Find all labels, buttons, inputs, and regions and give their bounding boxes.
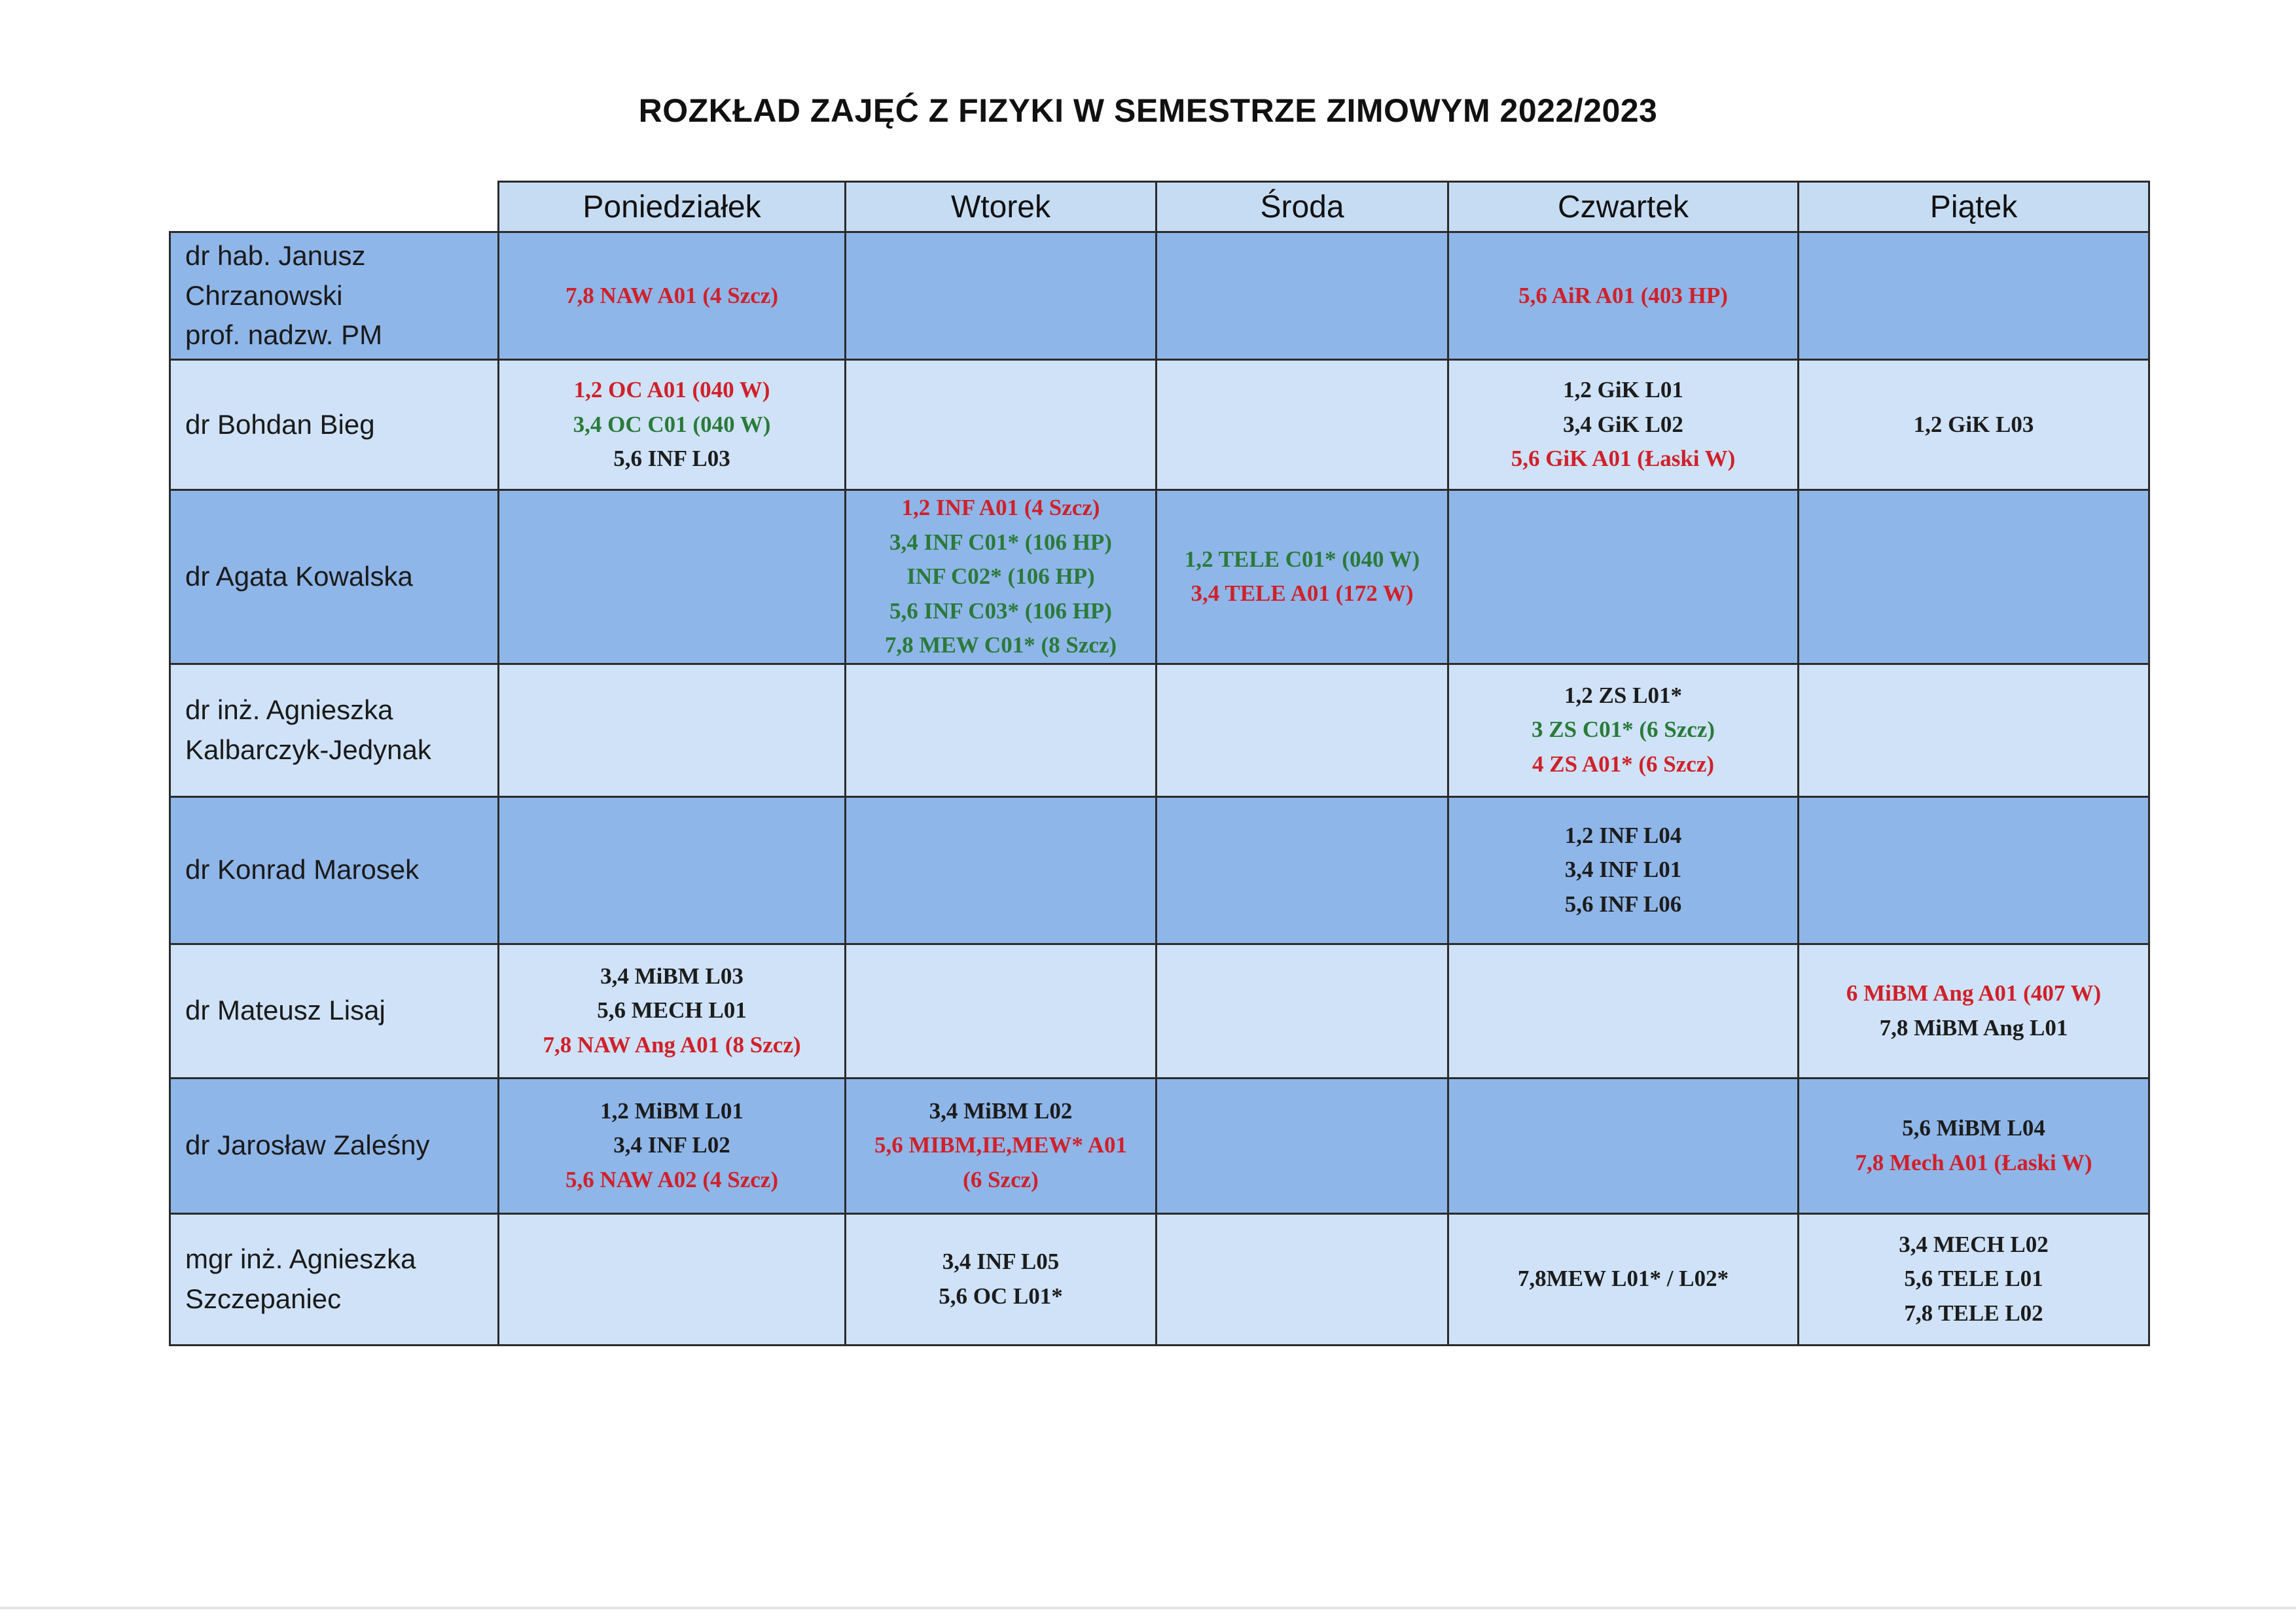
schedule-table	[169, 181, 2150, 1346]
teacher-row	[170, 360, 2149, 490]
class-entry: 3,4 INF L01	[1564, 857, 1682, 883]
class-entry: 7,8 NAW Ang A01 (8 Szcz)	[543, 1031, 801, 1058]
class-entry: 5,6 INF C03* (106 HP)	[889, 597, 1112, 624]
day-header-thursday: Czwartek	[1448, 182, 1799, 232]
teacher-row	[170, 1213, 2149, 1345]
header-row	[170, 182, 2149, 232]
class-entry: 5,6 OC L01*	[939, 1283, 1063, 1309]
schedule-cell-friday	[1799, 232, 2149, 360]
class-entry: 1,2 ZS L01*	[1564, 682, 1682, 708]
schedule-cell-thursday	[1448, 1213, 1799, 1345]
schedule-cell-wednesday	[1157, 232, 1448, 360]
class-entry: 5,6 MECH L01	[597, 997, 747, 1024]
class-entry: 7,8MEW L01* / L02*	[1517, 1266, 1729, 1292]
schedule-cell-monday	[499, 1078, 846, 1213]
teacher-name	[170, 232, 499, 360]
teacher-name	[170, 490, 499, 664]
class-entry: 3,4 MECH L02	[1899, 1231, 2049, 1257]
class-entry: 7,8 NAW A01 (4 Szcz)	[565, 282, 778, 308]
schedule-cell-thursday	[1448, 232, 1799, 360]
schedule-cell-friday	[1799, 1078, 2149, 1213]
teacher-name	[170, 796, 499, 944]
class-entry: 1,2 GiK L03	[1913, 411, 2034, 437]
class-entry: 5,6 MIBM,IE,MEW* A01	[874, 1132, 1127, 1158]
page-title: ROZKŁAD ZAJĘĆ Z FIZYKI W SEMESTRZE ZIMOWYM 2022/2023	[638, 92, 1658, 129]
day-header-wednesday: Środa	[1157, 182, 1448, 232]
teacher-name-line: dr inż. Agnieszka	[185, 694, 393, 725]
schedule-cell-wednesday	[1157, 1078, 1448, 1213]
teacher-name-line: Kalbarczyk-Jedynak	[185, 734, 431, 765]
schedule-cell-friday	[1799, 664, 2149, 796]
class-entry: 3,4 INF L02	[613, 1132, 730, 1158]
schedule-cell-tuesday	[846, 360, 1157, 490]
class-entry: (6 Szcz)	[963, 1166, 1039, 1192]
teacher-name-line: dr Bohdan Bieg	[185, 408, 375, 440]
header-corner	[170, 182, 499, 232]
teacher-row	[170, 232, 2149, 360]
day-header-monday: Poniedziałek	[499, 182, 846, 232]
class-entry: 5,6 TELE L01	[1904, 1266, 2043, 1292]
schedule-cell-tuesday	[846, 944, 1157, 1078]
schedule-cell-wednesday	[1157, 664, 1448, 796]
teacher-name	[170, 360, 499, 490]
class-entry: 1,2 INF L04	[1564, 822, 1682, 848]
schedule-cell-tuesday	[846, 490, 1157, 664]
schedule-cell-monday	[499, 664, 846, 796]
class-entry: 7,8 MEW C01* (8 Szcz)	[884, 632, 1117, 658]
teacher-row	[170, 490, 2149, 664]
class-entry: 3,4 MiBM L03	[600, 963, 744, 989]
schedule-cell-thursday	[1448, 1078, 1799, 1213]
schedule-cell-monday	[499, 360, 846, 490]
schedule-cell-friday	[1799, 360, 2149, 490]
class-entry: 3,4 MiBM L02	[929, 1097, 1073, 1124]
class-entry: 6 MiBM Ang A01 (407 W)	[1846, 980, 2102, 1006]
schedule-cell-thursday	[1448, 360, 1799, 490]
teacher-name	[170, 1213, 499, 1345]
class-entry: 3,4 TELE A01 (172 W)	[1191, 580, 1414, 607]
teacher-name-line: dr Jarosław Zaleśny	[185, 1130, 430, 1161]
class-entry: 1,2 OC A01 (040 W)	[573, 377, 770, 403]
class-entry: 1,2 INF A01 (4 Szcz)	[901, 495, 1100, 520]
teacher-name-line: Chrzanowski	[185, 279, 343, 311]
teacher-row	[170, 944, 2149, 1078]
schedule-cell-monday	[499, 490, 846, 664]
class-entry: 5,6 NAW A02 (4 Szcz)	[565, 1166, 778, 1192]
schedule-cell-monday	[499, 944, 846, 1078]
class-entry: 5,6 AiR A01 (403 HP)	[1518, 282, 1728, 308]
schedule-cell-tuesday	[846, 1078, 1157, 1213]
schedule-cell-monday	[499, 1213, 846, 1345]
class-entry: 7,8 TELE L02	[1904, 1300, 2043, 1326]
schedule-cell-tuesday	[846, 232, 1157, 360]
schedule-cell-tuesday	[846, 796, 1157, 944]
schedule-cell-wednesday	[1157, 360, 1448, 490]
teacher-name-line: dr Mateusz Lisaj	[185, 995, 386, 1026]
class-entry: 7,8 Mech A01 (Łaski W)	[1855, 1149, 2092, 1175]
class-entry: 5,6 GiK A01 (Łaski W)	[1511, 446, 1736, 472]
teacher-name-line: dr Agata Kowalska	[185, 560, 413, 592]
class-entry: 5,6 MiBM L04	[1902, 1115, 2045, 1141]
teacher-name	[170, 664, 499, 796]
class-entry: 1,2 TELE C01* (040 W)	[1184, 546, 1420, 572]
schedule-cell-thursday	[1448, 490, 1799, 664]
teacher-row	[170, 664, 2149, 796]
schedule-cell-wednesday	[1157, 796, 1448, 944]
day-header-friday: Piątek	[1799, 182, 2149, 232]
teacher-name-line: mgr inż. Agnieszka	[185, 1243, 416, 1274]
teacher-name-line: prof. nadzw. PM	[185, 319, 383, 351]
teacher-row	[170, 796, 2149, 944]
schedule-cell-wednesday	[1157, 944, 1448, 1078]
class-entry: 5,6 INF L06	[1564, 891, 1682, 917]
schedule-cell-friday	[1799, 1213, 2149, 1345]
teacher-row	[170, 1078, 2149, 1213]
schedule-body	[170, 232, 2149, 1346]
class-entry: 3 ZS C01* (6 Szcz)	[1532, 717, 1715, 743]
teacher-name-line: Szczepaniec	[185, 1283, 342, 1314]
class-entry: 3,4 OC C01 (040 W)	[573, 411, 771, 437]
schedule-cell-monday	[499, 232, 846, 360]
class-entry: INF C02* (106 HP)	[906, 563, 1095, 589]
schedule-cell-wednesday	[1157, 490, 1448, 664]
schedule-cell-thursday	[1448, 796, 1799, 944]
schedule-cell-friday	[1799, 944, 2149, 1078]
schedule-cell-monday	[499, 796, 846, 944]
teacher-name	[170, 1078, 499, 1213]
class-entry: 3,4 INF C01* (106 HP)	[889, 529, 1112, 555]
schedule-cell-thursday	[1448, 944, 1799, 1078]
class-entry: 5,6 INF L03	[613, 446, 730, 472]
schedule-cell-thursday	[1448, 664, 1799, 796]
schedule-cell-tuesday	[846, 1213, 1157, 1345]
class-entry: 1,2 MiBM L01	[600, 1097, 744, 1124]
class-entry: 1,2 GiK L01	[1563, 377, 1683, 403]
day-header-tuesday: Wtorek	[846, 182, 1157, 232]
schedule-cell-tuesday	[846, 664, 1157, 796]
class-entry: 3,4 GiK L02	[1563, 411, 1683, 437]
class-entry: 3,4 INF L05	[942, 1249, 1060, 1274]
schedule-cell-friday	[1799, 490, 2149, 664]
scan-edge-line	[0, 1607, 2296, 1609]
class-entry: 4 ZS A01* (6 Szcz)	[1532, 751, 1715, 777]
schedule-cell-friday	[1799, 796, 2149, 944]
teacher-name	[170, 944, 499, 1078]
schedule-cell-wednesday	[1157, 1213, 1448, 1345]
teacher-name-line: dr hab. Janusz	[185, 240, 366, 271]
class-entry: 7,8 MiBM Ang L01	[1879, 1014, 2068, 1041]
teacher-name-line: dr Konrad Marosek	[185, 854, 420, 885]
